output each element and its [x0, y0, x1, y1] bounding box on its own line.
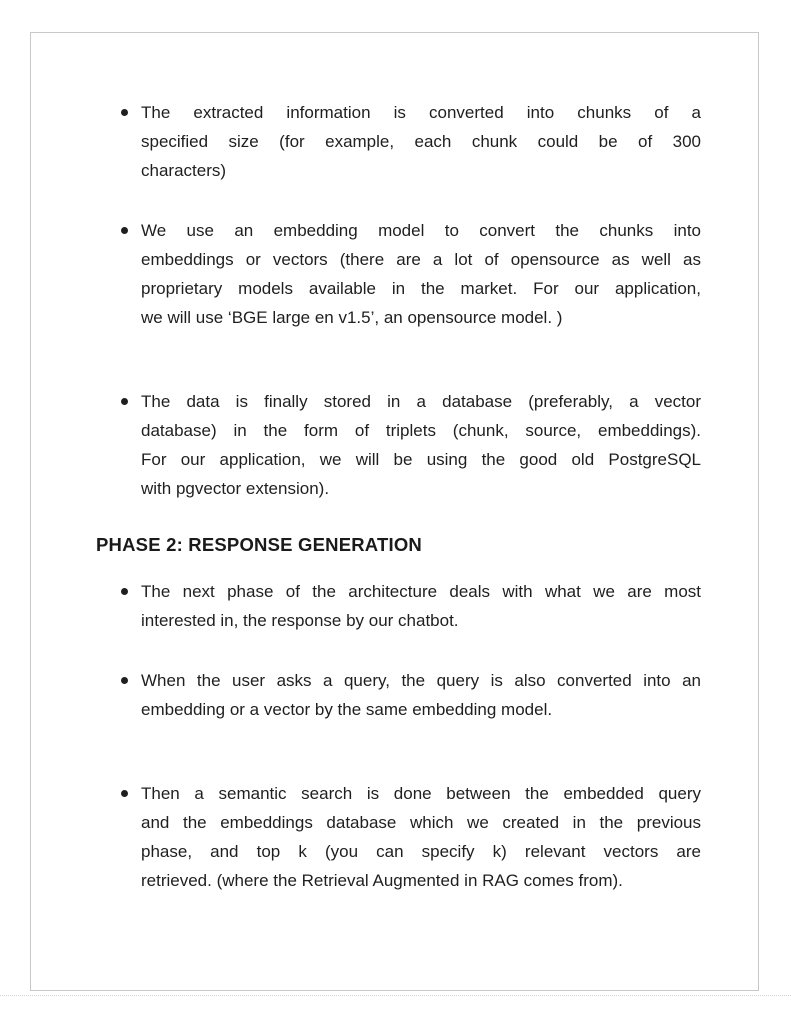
bullet-line: specified size (for example, each chunk could be of 300 [141, 132, 701, 151]
bullet-item [96, 387, 701, 503]
bullet-line: embedding or a vector by the same embedding model. [141, 700, 553, 719]
bullet-item [96, 577, 701, 635]
bullet-lines [141, 779, 701, 895]
page-break-dotted-line [0, 995, 791, 996]
bullet-line: Then a semantic search is done between the embedded query [141, 784, 701, 803]
bullet-line: For our application, we will be using the good old PostgreSQL [141, 450, 701, 469]
bullet-line: characters) [141, 161, 227, 180]
bullet-line: retrieved. (where the Retrieval Augmented in RAG comes from). [141, 871, 623, 890]
bullet-line: The next phase of the architecture deals with what we are most [141, 582, 701, 601]
bullet-lines [141, 387, 701, 503]
bullet-line: with pgvector extension). [141, 479, 330, 498]
bullet-line: database) in the form of triplets (chunk, source, embeddings). [141, 421, 701, 440]
bullet-line: The extracted information is converted into chunks of a [141, 103, 701, 122]
bullet-line: When the user asks a query, the query is also converted into an [141, 671, 701, 690]
bullet-line: The data is finally stored in a database (preferably, a vector [141, 392, 701, 411]
bullet-line: we will use ‘BGE large en v1.5’, an opensource model. ) [141, 308, 563, 327]
document-content [31, 33, 758, 895]
paragraph-spacer [96, 363, 701, 387]
bullet-item [96, 98, 701, 185]
bullet-item [96, 779, 701, 895]
bullet-line: We use an embedding model to convert the chunks into [141, 221, 701, 240]
bullet-item [96, 666, 701, 724]
bullet-line: embeddings or vectors (there are a lot of opensource as well as [141, 250, 701, 269]
section-heading: PHASE 2: RESPONSE GENERATION [96, 534, 422, 555]
paragraph-spacer [96, 755, 701, 779]
bullet-item [96, 216, 701, 332]
document-page[interactable] [30, 32, 759, 991]
bullet-icon [121, 790, 128, 797]
bullet-lines [141, 98, 701, 185]
bullet-lines [141, 666, 701, 724]
bullet-icon [121, 677, 128, 684]
bullet-line: and the embeddings database which we created in the previous [141, 813, 701, 832]
bullet-line: phase, and top k (you can specify k) relevant vectors are [141, 842, 701, 861]
bullet-icon [121, 227, 128, 234]
bullet-line: interested in, the response by our chatbot. [141, 611, 459, 630]
bullet-icon [121, 109, 128, 116]
bullet-icon [121, 398, 128, 405]
bullet-icon [121, 588, 128, 595]
bullet-line: proprietary models available in the market. For our application, [141, 279, 701, 298]
bullet-lines [141, 216, 701, 332]
bullet-lines [141, 577, 701, 635]
